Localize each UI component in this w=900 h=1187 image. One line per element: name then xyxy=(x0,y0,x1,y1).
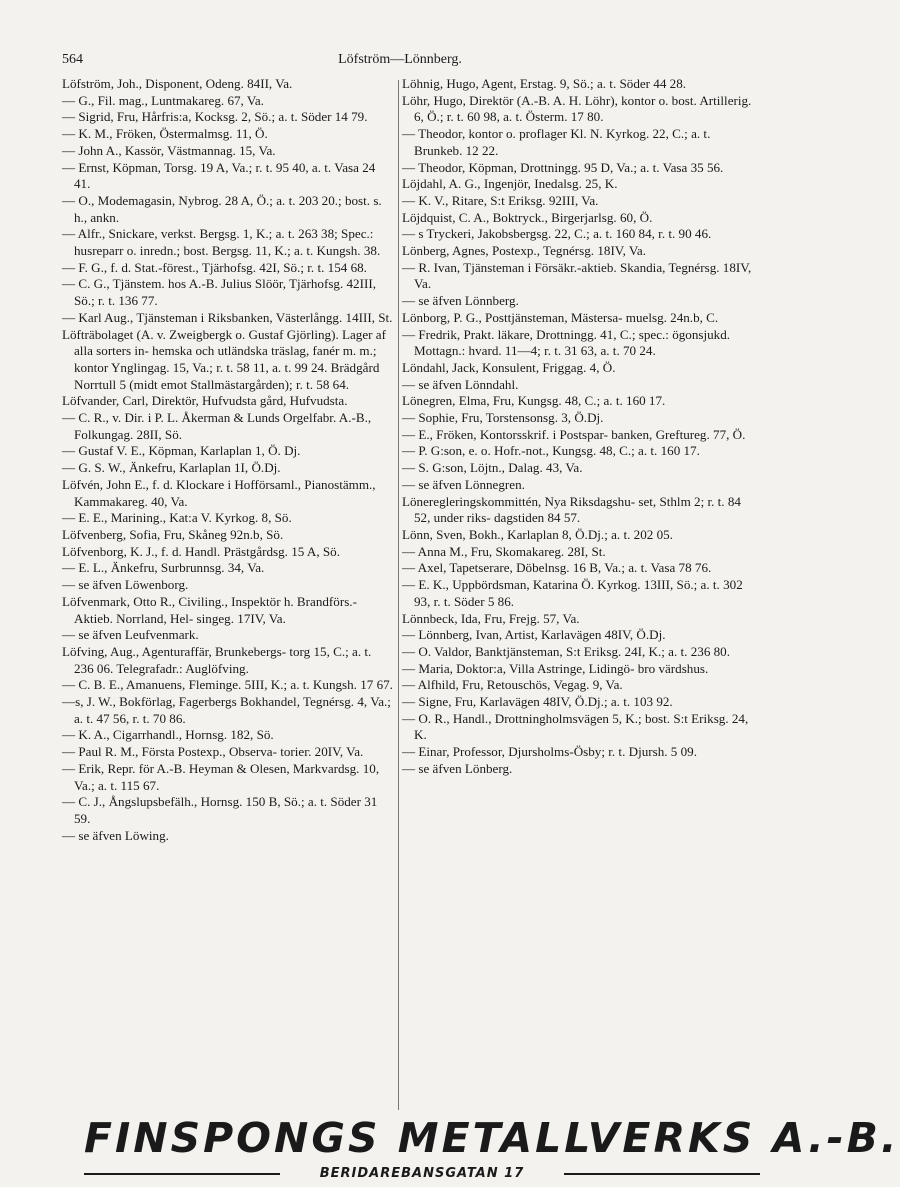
directory-entry: — E. K., Uppbördsman, Katarina Ö. Kyrkog. 13III, Sö.; a. t. 302 93, r. t. Söder 5 86. xyxy=(402,577,743,609)
directory-entry: Löjdquist, C. A., Boktryck., Birgerjarlsg. 60, Ö. xyxy=(402,209,653,225)
directory-entry: — K. A., Cigarrhandl., Hornsg. 182, Sö. xyxy=(62,727,274,743)
directory-entry: — se äfven Leufvenmark. xyxy=(62,627,199,643)
directory-entry: Löhr, Hugo, Direktör (A.-B. A. H. Löhr), kontor o. bost. Artillerig. 6, Ö.; r. t. 60 98, a. t. Österm. 17 80. xyxy=(402,92,752,125)
directory-entry: — C. R., v. Dir. i P. L. Åkerman & Lunds Orgelfabr. A.-B., Folkungag. 28II, Sö. xyxy=(62,410,372,442)
directory-entry: — P. G:son, e. o. Hofr.-not., Kungsg. 48, C.; a. t. 160 17. xyxy=(402,443,700,459)
directory-entry: Löhnig, Hugo, Agent, Erstag. 9, Sö.; a. t. Söder 44 28. xyxy=(402,76,687,91)
directory-entry: — Gustaf V. E., Köpman, Karlaplan 1, Ö. Dj. xyxy=(62,443,301,459)
directory-entry: Löfström, Joh., Disponent, Odeng. 84II, Va. xyxy=(62,76,293,91)
column-divider xyxy=(398,80,399,1110)
directory-entry: — Lönnberg, Ivan, Artist, Karlavägen 48IV, Ö.Dj. xyxy=(402,627,666,643)
ad-rule-left xyxy=(84,1173,280,1175)
directory-entry: — C. J., Ångslupsbefälh., Hornsg. 150 B, Sö.; a. t. Söder 31 59. xyxy=(62,794,378,826)
directory-entry: Lönegren, Elma, Fru, Kungsg. 48, C.; a. t. 160 17. xyxy=(402,393,666,409)
directory-entry: — E. E., Marining., Kat:a V. Kyrkog. 8, Sö. xyxy=(62,510,292,526)
directory-entry: — Karl Aug., Tjänsteman i Riksbanken, Västerlångg. 14III, St. xyxy=(62,309,393,325)
directory-entry: — Axel, Tapetserare, Döbelnsg. 16 B, Va.; a. t. Vasa 78 76. xyxy=(402,560,712,576)
directory-entry: — Paul R. M., Första Postexp., Observa- toriег. 20IV, Va. xyxy=(62,744,364,760)
directory-entry: — O. Valdor, Banktjänsteman, S:t Eriksg. 24I, K.; a. t. 236 80. xyxy=(402,643,731,659)
directory-entry: — se äfven Löwenborg. xyxy=(62,577,189,593)
directory-entry: Lönn, Sven, Bokh., Karlaplan 8, Ö.Dj.; a. t. 202 05. xyxy=(402,526,673,542)
directory-entry: Löjdahl, A. G., Ingenjör, Inedalsg. 25, K. xyxy=(402,176,618,192)
directory-entry: — John A., Kassör, Västmannag. 15, Va. xyxy=(62,142,276,158)
directory-entry: — O. R., Handl., Drottningholmsvägen 5, K.; bost. S:t Eriksg. 24, K. xyxy=(402,710,749,743)
directory-entry: —s, J. W., Bokförlag, Fagerbergs Bokhandel, Tegnérsg. 4, Va.; a. t. 47 56, r. t. 70 86. xyxy=(62,694,391,726)
directory-entry: Löndahl, Jack, Konsulent, Friggag. 4, Ö. xyxy=(402,359,616,375)
advertisement xyxy=(84,1114,900,1182)
directory-entry: — Fredrik, Prakt. läkare, Drottningg. 41, C.; spec.: ögonsjukd. Mottagn.: hvard. 11—4; r. t. 31 63, a. t. 70 24. xyxy=(402,326,731,359)
directory-entry: — G., Fil. mag., Luntmakareg. 67, Va. xyxy=(62,92,264,108)
directory-entry: — se äfven Lönnegren. xyxy=(402,476,525,492)
directory-entry: — S. G:son, Löjtn., Dalag. 43, Va. xyxy=(402,460,583,476)
directory-entry: — Alfhild, Fru, Retouschös, Vegag. 9, Va. xyxy=(402,677,623,693)
directory-entry: Lönberg, Agnes, Postexp., Tegnérsg. 18IV, Va. xyxy=(402,243,646,259)
directory-entry: — Erik, Repr. för A.-B. Heyman & Olesen, Markvardsg. 10, Va.; a. t. 115 67. xyxy=(62,760,380,793)
directory-entry: — se äfven Löwing. xyxy=(62,827,169,843)
directory-entry: — F. G., f. d. Stat.-förest., Tjärhofsg. 42I, Sö.; r. t. 154 68. xyxy=(62,259,367,275)
ad-company-name: FINSPONGS METALLVERKS A.-B. xyxy=(84,1114,900,1162)
directory-entry: Löfving, Aug., Agenturaffär, Brunkebergs- torg 15, C.; a. t. 236 06. Telegrafadr.: Auglöfving. xyxy=(62,643,372,676)
page-number: 564 xyxy=(62,52,83,67)
directory-entry: — Alfr., Snickare, verkst. Bergsg. 1, K.; a. t. 263 38; Spec.: husreparr o. inredn.; bost. Bergsg. 11, K.; a. t. Kungsh. 38. xyxy=(62,226,381,259)
directory-entry: — Maria, Doktor:a, Villa Astringe, Lidingö- bro värdshus. xyxy=(402,660,709,676)
directory-entry: — K. M., Fröken, Östermalmsg. 11, Ö. xyxy=(62,126,268,142)
directory-entry: — E., Fröken, Kontorsskrif. i Postspar- banken, Greftureg. 77, Ö. xyxy=(402,426,746,442)
directory-entry: — s Tryckeri, Jakobsbergsg. 22, C.; a. t. 160 84, r. t. 90 46. xyxy=(402,226,712,242)
ad-street: BERIDAREBANSGATAN 17 xyxy=(319,1166,525,1181)
directory-entry: — R. Ivan, Tjänsteman i Försäkr.-aktieb. Skandia, Tegnérsg. 18IV, Va. xyxy=(402,259,752,292)
directory-entry: — Sigrid, Fru, Hårfris:a, Kocksg. 2, Sö.; a. t. Söder 14 79. xyxy=(62,109,368,125)
directory-entry: — E. L., Änkefru, Surbrunnsg. 34, Va. xyxy=(62,560,265,576)
directory-entry: Lönnbeck, Ida, Fru, Frejg. 57, Va. xyxy=(402,610,580,626)
directory-entry: — C. B. E., Amanuens, Fleminge. 5III, K.; a. t. Kungsh. 17 67. xyxy=(62,677,393,693)
directory-entry: — se äfven Lönberg. xyxy=(402,760,513,776)
directory-entry: — Signe, Fru, Karlavägen 48IV, Ö.Dj.; a. t. 103 92. xyxy=(402,694,673,710)
directory-entry: — se äfven Lönndahl. xyxy=(402,376,519,392)
right-column xyxy=(402,76,754,778)
page-header xyxy=(50,52,750,72)
directory-entry: Löneregleringskommittén, Nya Riksdagshu- set, Sthlm 2; r. t. 84 52, under riks- dagstiden 84 57. xyxy=(402,493,741,526)
directory-entry: — Einar, Professor, Djursholms-Ösby; r. t. Djursh. 5 09. xyxy=(402,744,697,760)
directory-entry: Löfvenmark, Otto R., Civiling., Inspektör h. Brandförs.-Aktieb. Norrland, Hel- singeg. 17IV, Va. xyxy=(62,593,357,626)
directory-entry: — Theodor, Köpman, Drottningg. 95 D, Va.; a. t. Vasa 35 56. xyxy=(402,159,724,175)
directory-entry: Lönborg, P. G., Posttjänsteman, Mästersa- muelsg. 24n.b, C. xyxy=(402,309,719,325)
directory-entry: Löfvander, Carl, Direktör, Hufvudsta gård, Hufvudsta. xyxy=(62,393,348,409)
directory-entry: — G. S. W., Änkefru, Karlaplan 1I, Ö.Dj. xyxy=(62,460,281,476)
directory-entry: Löfvenborg, K. J., f. d. Handl. Prästgårdsg. 15 A, Sö. xyxy=(62,543,340,559)
directory-entry: Löfträbolaget (A. v. Zweigbergk o. Gustaf Gjörling). Lager af alla sorters in- hemska och utländska träslag, fanér m. m.; kontor Ynglingag. 15, Va.; r. t. 58 11, a. t. 99 24. Brädgård Norrtull 5 (midt emot Stallmästargården); r. t. 58 64. xyxy=(62,326,386,392)
directory-entry: — se äfven Lönnberg. xyxy=(402,293,519,309)
directory-entry: — Theodor, kontor o. proflager Kl. N. Kyrkog. 22, C.; a. t. Brunkeb. 12 22. xyxy=(402,126,711,158)
directory-entry: — K. V., Ritare, S:t Eriksg. 92III, Va. xyxy=(402,192,599,208)
left-column xyxy=(62,76,394,844)
directory-entry: Löfvén, John E., f. d. Klockare i Hofförsaml., Pianostämm., Kammakareg. 40, Va. xyxy=(62,476,376,509)
directory-entry: — Ernst, Köpman, Torsg. 19 A, Va.; r. t. 95 40, a. t. Vasa 24 41. xyxy=(62,159,376,192)
directory-entry: — Anna M., Fru, Skomakareg. 28I, St. xyxy=(402,543,606,559)
ad-rule-right xyxy=(564,1173,760,1175)
directory-entry: — Sophie, Fru, Torstensonsg. 3, Ö.Dj. xyxy=(402,410,604,426)
directory-entry: Löfvenberg, Sofia, Fru, Skåneg 92n.b, Sö. xyxy=(62,526,284,542)
directory-entry: — C. G., Tjänstem. hos A.-B. Julius Slöör, Tjärhofsg. 42III, Sö.; r. t. 136 77. xyxy=(62,276,376,309)
ad-street-row xyxy=(84,1164,760,1182)
running-head: Löfström—Lönnberg. xyxy=(338,52,462,67)
directory-entry: — O., Modemagasin, Nybrog. 28 A, Ö.; a. t. 203 20.; bost. s. h., ankn. xyxy=(62,192,382,225)
